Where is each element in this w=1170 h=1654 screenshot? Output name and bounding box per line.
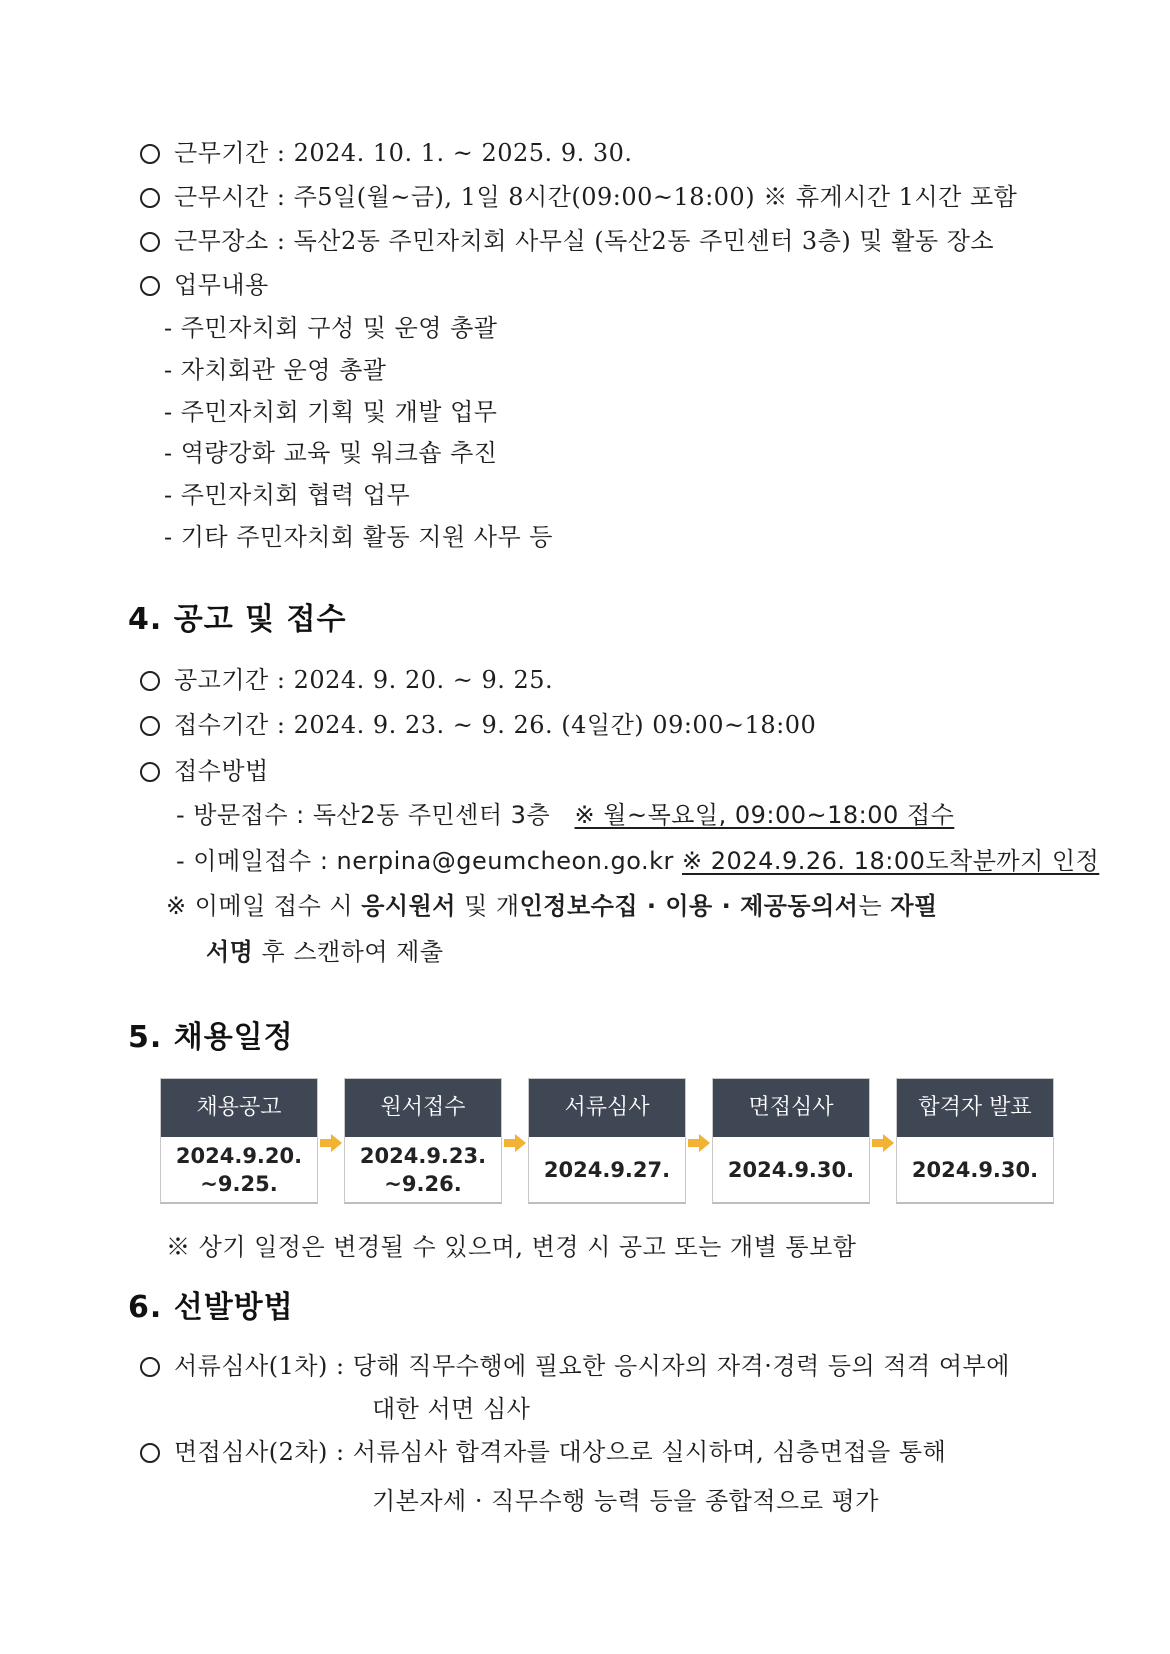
schedule-note: ※ 상기 일정은 변경될 수 있으며, 변경 시 공고 또는 개별 통보함 <box>166 1233 857 1261</box>
work-period: 근무기간 : 2024. 10. 1. ~ 2025. 9. 30. <box>140 138 633 168</box>
arrow-right-icon <box>504 1134 526 1152</box>
circle-bullet-icon <box>140 188 160 208</box>
notice-period: 공고기간 : 2024. 9. 20. ~ 9. 25. <box>140 665 553 695</box>
arrow-right-icon <box>872 1134 894 1152</box>
section-4-title: 4. 공고 및 접수 <box>128 602 347 637</box>
email-receipt: - 이메일접수 : nerpina@geumcheon.go.kr ※ 2024.9.26. 18:00도착분까지 인정 <box>176 847 1100 875</box>
circle-bullet-icon <box>140 1357 160 1377</box>
arrow-right-icon <box>320 1134 342 1152</box>
visit-receipt: - 방문접수 : 독산2동 주민센터 3층 ※ 월~목요일, 09:00~18:00 접수 <box>176 801 955 829</box>
selection-document-review-cont: 대한 서면 심사 <box>372 1395 531 1423</box>
circle-bullet-icon <box>140 232 160 252</box>
selection-document-review: 서류심사(1차) : 당해 직무수행에 필요한 응시자의 자격·경력 등의 적격 여부에 <box>140 1351 1010 1381</box>
work-hours: 근무시간 : 주5일(월~금), 1일 8시간(09:00~18:00) ※ 휴게시간 1시간 포함 <box>140 182 1017 212</box>
section-5-title: 5. 채용일정 <box>128 1020 294 1055</box>
circle-bullet-icon <box>140 671 160 691</box>
duty-item: - 주민자치회 기획 및 개발 업무 <box>164 398 498 426</box>
section-6-title: 6. 선발방법 <box>128 1290 294 1325</box>
schedule-step-recruitment-notice: 채용공고 2024.9.20. ~9.25. <box>160 1078 318 1204</box>
duty-item: - 주민자치회 협력 업무 <box>164 481 411 509</box>
schedule-step-application: 원서접수 2024.9.23. ~9.26. <box>344 1078 502 1204</box>
selection-interview-cont: 기본자세 · 직무수행 능력 등을 종합적으로 평가 <box>372 1487 879 1515</box>
email-note-line-2: 서명 후 스캔하여 제출 <box>206 938 444 966</box>
circle-bullet-icon <box>140 276 160 296</box>
duty-item: - 주민자치회 구성 및 운영 총괄 <box>164 314 498 342</box>
schedule-step-interview: 면접심사 2024.9.30. <box>712 1078 870 1204</box>
selection-interview: 면접심사(2차) : 서류심사 합격자를 대상으로 실시하며, 심층면접을 통해 <box>140 1437 946 1467</box>
email-note-line-1: ※ 이메일 접수 시 응시원서 및 개인정보수집 · 이용 · 제공동의서는 자필 <box>166 892 938 920</box>
schedule-flow <box>160 1078 1060 1206</box>
duty-item: - 자치회관 운영 총괄 <box>164 356 387 384</box>
arrow-right-icon <box>688 1134 710 1152</box>
work-duties-title: 업무내용 <box>140 270 269 300</box>
circle-bullet-icon <box>140 144 160 164</box>
duty-item: - 기타 주민자치회 활동 지원 사무 등 <box>164 523 553 551</box>
receipt-period: 접수기간 : 2024. 9. 23. ~ 9. 26. (4일간) 09:00~18:00 <box>140 710 816 740</box>
circle-bullet-icon <box>140 762 160 782</box>
visit-receipt-note: ※ 월~목요일, 09:00~18:00 접수 <box>574 801 955 829</box>
schedule-step-document-review: 서류심사 2024.9.27. <box>528 1078 686 1204</box>
work-place: 근무장소 : 독산2동 주민자치회 사무실 (독산2동 주민센터 3층) 및 활동 장소 <box>140 226 994 256</box>
email-receipt-note: ※ 2024.9.26. 18:00도착분까지 인정 <box>682 847 1100 875</box>
schedule-step-announcement: 합격자 발표 2024.9.30. <box>896 1078 1054 1204</box>
receipt-method-title: 접수방법 <box>140 756 269 786</box>
circle-bullet-icon <box>140 716 160 736</box>
duty-item: - 역량강화 교육 및 워크숍 추진 <box>164 439 498 467</box>
circle-bullet-icon <box>140 1443 160 1463</box>
